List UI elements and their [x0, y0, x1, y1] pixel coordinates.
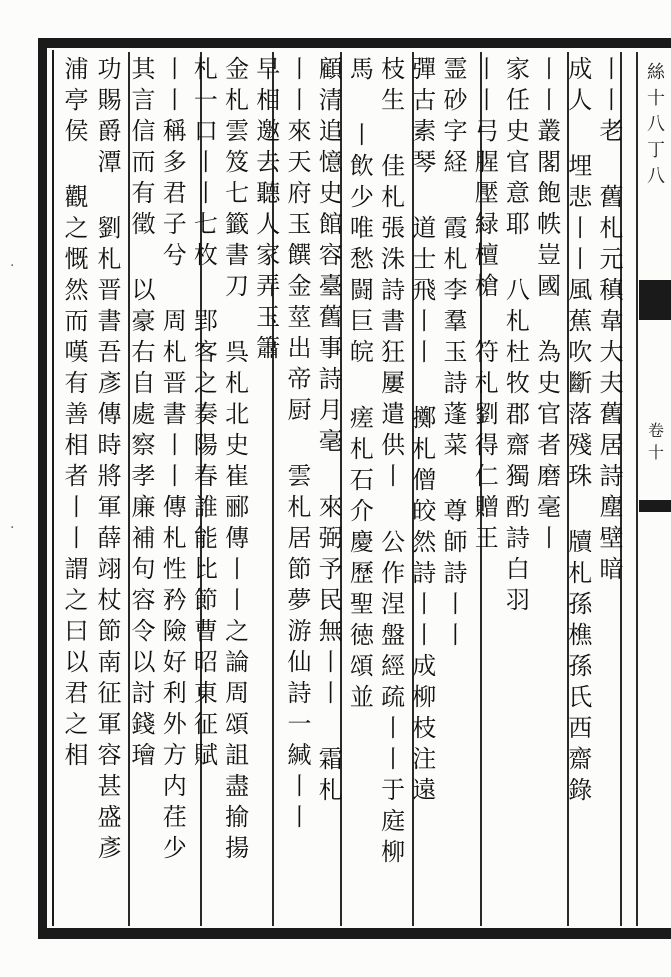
text-column-6: 霊砂字経 霞札李羣玉詩蓬菜 尊師詩丨丨	[439, 56, 467, 653]
scan-speck: ·	[10, 520, 15, 536]
fore-edge-label: 卷十	[647, 421, 664, 462]
text-column-11: 丨丨來天府玉饌金莖出帝厨 雲札居節夢游仙詩一緘丨丨	[283, 56, 311, 835]
text-column-8: 枝生 佳札張洙詩書狂屢遣供丨 公作涅盤經疏丨丨于庭柳	[376, 56, 405, 870]
text-column-15: 丨丨稱多君子兮 周札晋書丨丨傳札性矜險好利外方内荏少	[158, 56, 187, 866]
text-column-14: 札一口丨丨七枚 郢客之奏陽春誰能比節曹昭東征賦	[189, 56, 218, 773]
fore-edge-bar	[639, 500, 671, 512]
text-column-13: 金札雲笈七籤書刀 呉札北史崔郦傳丨丨之論周頌詛盡揄揚	[220, 56, 249, 866]
text-column-9: 馬 丨飲少唯愁闘巨皖 瘥札石介慶歷聖徳頌並	[345, 56, 374, 715]
text-column-12: 早相邀去聽人家弄玉簫	[251, 56, 280, 366]
frame-bottom-border	[40, 928, 671, 939]
text-column-18: 浦亭侯 觀之慨然而嘆有善相者丨丨謂之曰以君之相	[60, 56, 88, 773]
fore-edge-fragment: 絲十八丁八	[647, 62, 665, 187]
text-column-10: 顧清追憶史館容臺舊事詩月毫 來弼予民無丨丨 霜札	[314, 56, 343, 808]
text-column-17: 功賜爵潭 劉札晋書吾彥傳時將軍薛翊杖節南征軍容甚盛彥	[93, 56, 121, 866]
fore-edge-rule	[636, 52, 638, 926]
scan-speck: ·	[10, 258, 15, 274]
text-column-3: 丨丨叢閣飽帙豈國 為史官者磨毫丨	[532, 56, 561, 556]
text-column-7: 彈古素琴 道士飛丨丨 擲札僧皎然詩丨丨成柳枝注遠	[407, 56, 436, 808]
text-column-5: 丨丨弓腥壓緑檀槍 符札劉得仁贈王	[470, 56, 499, 556]
text-column-4: 家任史官意耶 八札杜牧郡齋獨酌詩白羽	[501, 56, 530, 618]
frame-left-border	[38, 38, 47, 939]
text-column-16: 其言信而有徵 以豪右自處察孝廉補句容令以討錢璯	[127, 56, 155, 773]
frame-top-border	[38, 38, 671, 48]
frame-left-inner-rule	[52, 50, 54, 926]
text-column-2: 成人 埋悲丨丨風蕉吹斷落殘珠 牘札孫樵孫氏西齋錄	[563, 56, 592, 808]
text-column-1: 丨丨老 舊札元稹韋大夫舊居詩塵壁暗	[595, 56, 623, 587]
